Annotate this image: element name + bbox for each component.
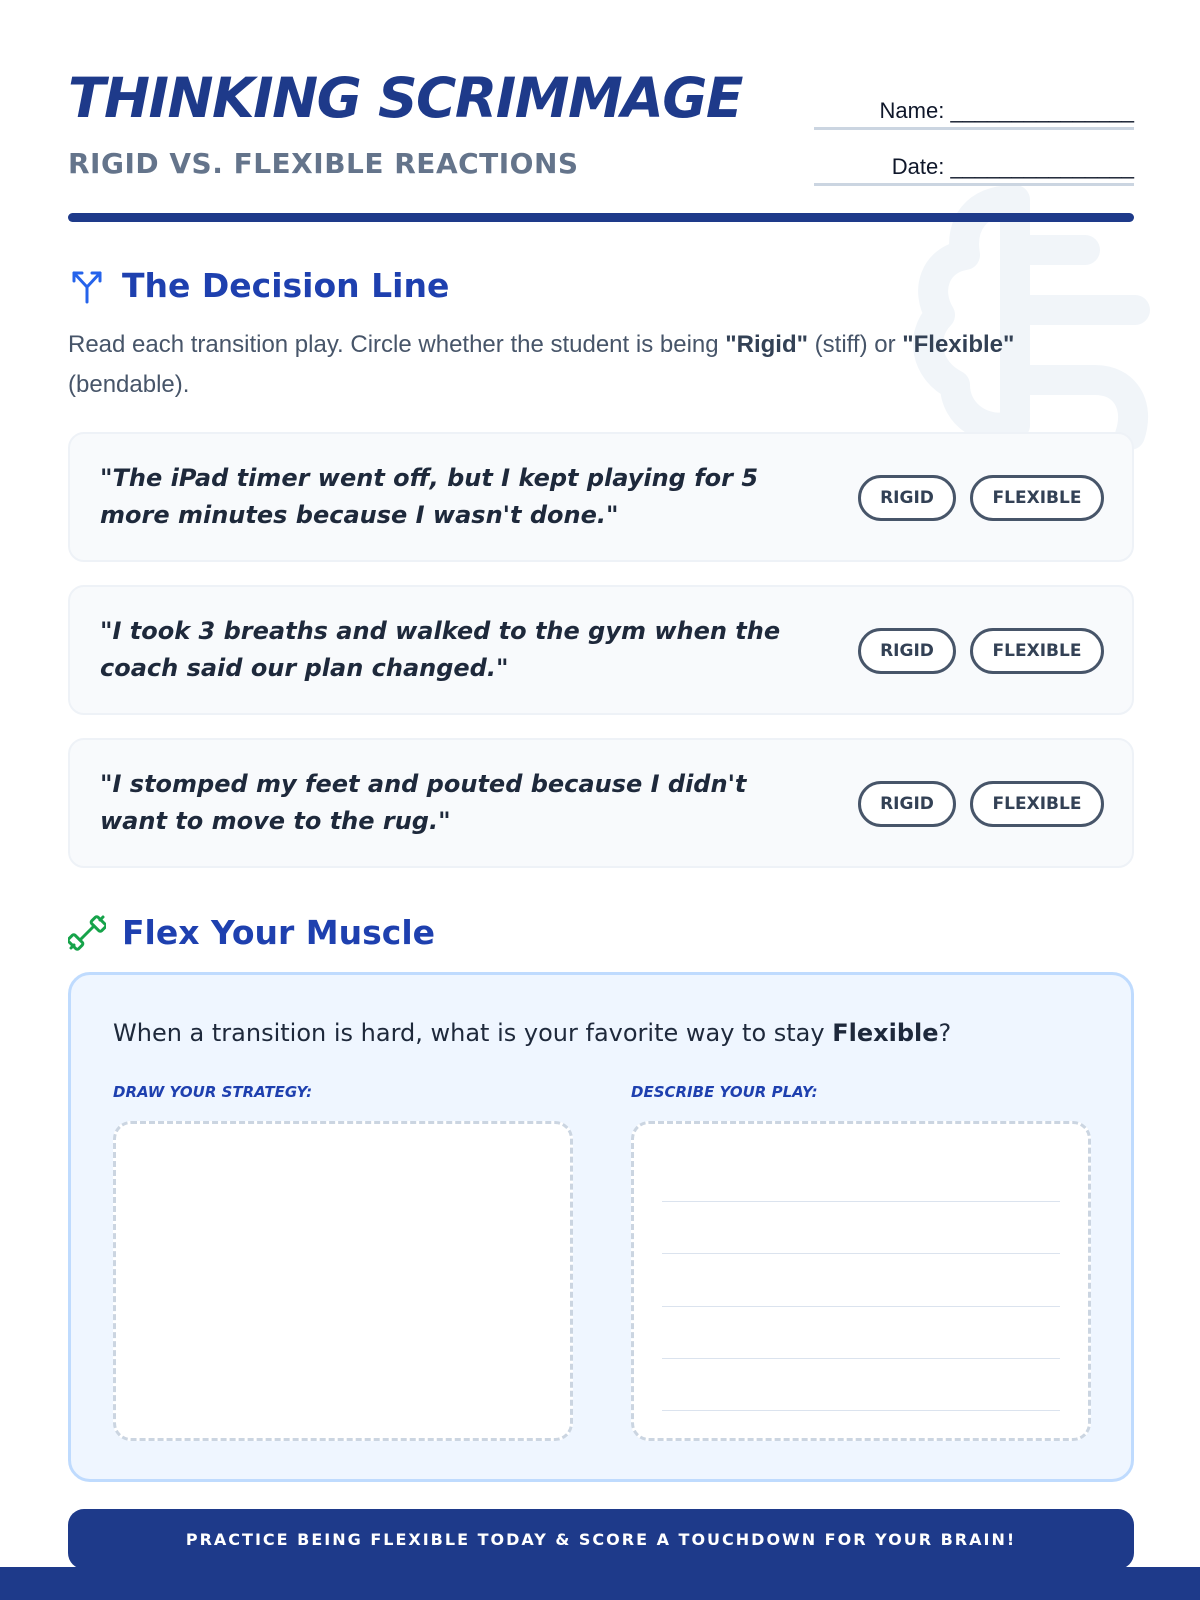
- bottom-band: [0, 1567, 1200, 1600]
- question-suffix: ?: [938, 1019, 952, 1047]
- writing-line: [662, 1306, 1060, 1307]
- date-field[interactable]: Date: _______________: [814, 146, 1134, 186]
- rigid-option[interactable]: RIGID: [858, 475, 956, 521]
- describe-play-label: DESCRIBE YOUR PLAY:: [631, 1083, 818, 1101]
- choice-group: [858, 781, 1104, 827]
- instructions-text: [68, 325, 1138, 405]
- flex-muscle-heading: [68, 913, 435, 952]
- flexible-option[interactable]: FLEXIBLE: [970, 628, 1104, 674]
- writing-line: [662, 1410, 1060, 1411]
- section-title: The Decision Line: [122, 266, 450, 305]
- worksheet-header: [68, 60, 1134, 220]
- split-arrow-icon: [68, 267, 106, 305]
- writing-line: [662, 1358, 1060, 1359]
- flex-question: [113, 1019, 1093, 1047]
- scenario-quote: "The iPad timer went off, but I kept playing for 5 more minutes because I wasn't done.": [100, 464, 759, 529]
- flexible-option[interactable]: FLEXIBLE: [970, 475, 1104, 521]
- decision-line-heading: [68, 266, 449, 305]
- flexible-option[interactable]: FLEXIBLE: [970, 781, 1104, 827]
- footer-banner-text: PRACTICE BEING FLEXIBLE TODAY & SCORE A TOUCHDOWN FOR YOUR BRAIN!: [185, 1529, 1017, 1549]
- page-subtitle: RIGID VS. FLEXIBLE REACTIONS: [68, 147, 579, 180]
- choice-group: [858, 628, 1104, 674]
- footer-banner: [68, 1509, 1134, 1569]
- section-title: Flex Your Muscle: [122, 913, 436, 952]
- writing-line: [662, 1201, 1060, 1202]
- flexible-term: "Flexible": [902, 331, 1015, 358]
- writing-area[interactable]: [631, 1121, 1091, 1441]
- name-field[interactable]: Name: _______________: [814, 90, 1134, 130]
- question-bold: Flexible: [832, 1019, 939, 1047]
- question-prefix: When a transition is hard, what is your favorite way to stay: [113, 1019, 833, 1047]
- rigid-term: "Rigid": [725, 331, 809, 358]
- scenario-card: [68, 585, 1134, 715]
- scenario-quote: "I took 3 breaths and walked to the gym when the coach said our plan changed.": [100, 617, 781, 682]
- rigid-gloss: (stiff) or: [808, 331, 903, 358]
- draw-strategy-label: DRAW YOUR STRATEGY:: [113, 1083, 313, 1101]
- scenario-quote: "I stomped my feet and pouted because I didn't want to move to the rug.": [100, 770, 747, 835]
- writing-line: [662, 1253, 1060, 1254]
- instructions-prefix: Read each transition play. Circle whether the student is being: [68, 331, 726, 358]
- flex-activity-panel: [68, 972, 1134, 1482]
- drawing-area[interactable]: [113, 1121, 573, 1441]
- rigid-option[interactable]: RIGID: [858, 781, 956, 827]
- scenario-card: [68, 738, 1134, 868]
- rigid-option[interactable]: RIGID: [858, 628, 956, 674]
- page-title: THINKING SCRIMMAGE: [68, 66, 742, 130]
- dumbbell-icon: [68, 914, 106, 952]
- choice-group: [858, 475, 1104, 521]
- scenario-card: [68, 432, 1134, 562]
- flexible-gloss: (bendable).: [68, 371, 190, 398]
- header-divider: [68, 213, 1134, 222]
